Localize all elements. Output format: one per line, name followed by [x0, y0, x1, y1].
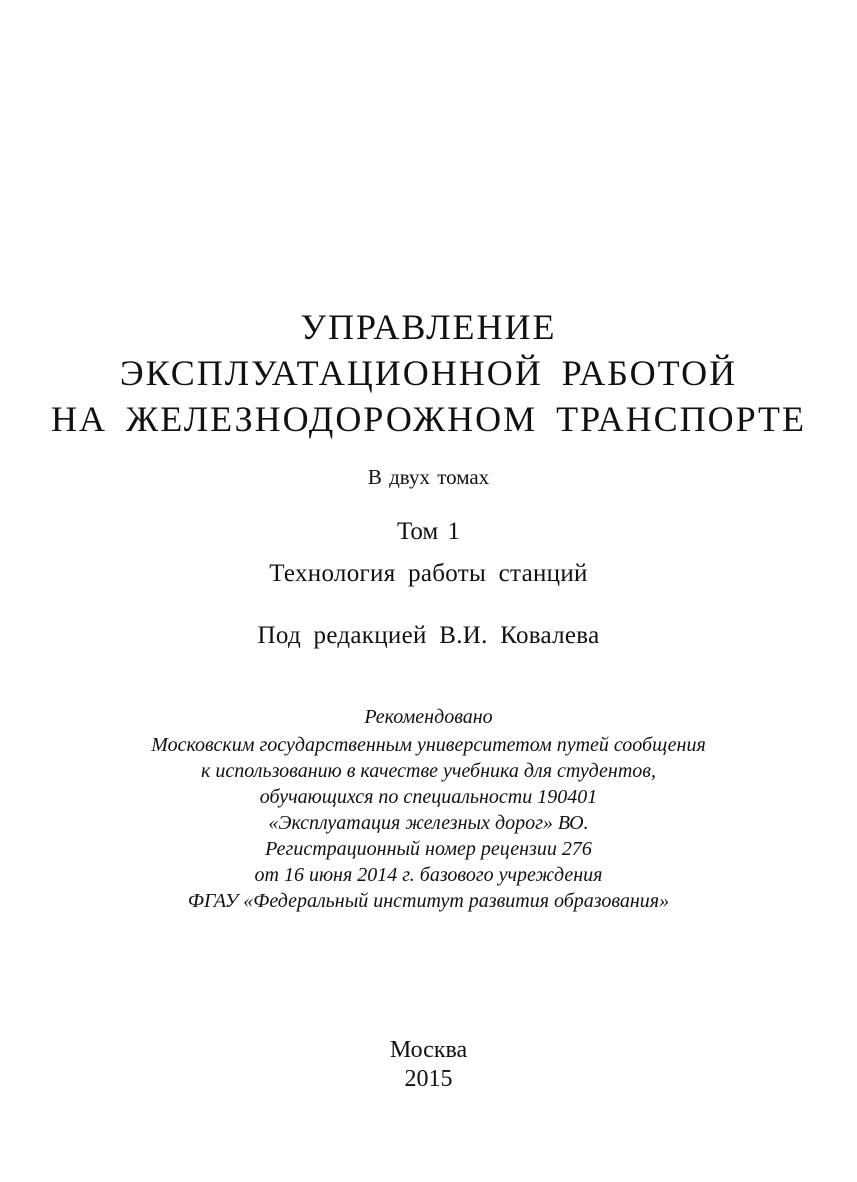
recommendation-line: обучающихся по специальности 190401 — [259, 786, 598, 808]
editor-credit: Под редакцией В.И. Ковалева — [257, 622, 600, 649]
recommendation-line: от 16 июня 2014 г. базового учреждения — [254, 864, 603, 886]
recommendation-line: «Эксплуатация железных дорог» ВО. — [268, 812, 589, 834]
book-title-line-3: НА ЖЕЛЕЗНОДОРОЖНОМ ТРАНСПОРТЕ — [50, 399, 807, 439]
recommendation-line: ФГАУ «Федеральный институт развития образования» — [187, 890, 670, 912]
recommendation-line: Регистрационный номер рецензии 276 — [265, 838, 592, 860]
recommendation-line: Рекомендовано — [364, 706, 493, 728]
recommendation-line: к использованию в качестве учебника для студентов, — [201, 760, 656, 782]
volume-subtitle: Технология работы станций — [269, 560, 588, 587]
volumes-note: В двух томах — [367, 465, 490, 489]
recommendation-line: Московским государственным университетом путей сообщения — [151, 734, 706, 756]
book-title-line-1: УПРАВЛЕНИЕ — [300, 307, 557, 347]
publication-year: 2015 — [404, 1066, 453, 1092]
publication-city: Москва — [389, 1037, 468, 1063]
volume-number: Том 1 — [397, 518, 460, 545]
book-title-line-2: ЭКСПЛУАТАЦИОННОЙ РАБОТОЙ — [119, 353, 738, 393]
